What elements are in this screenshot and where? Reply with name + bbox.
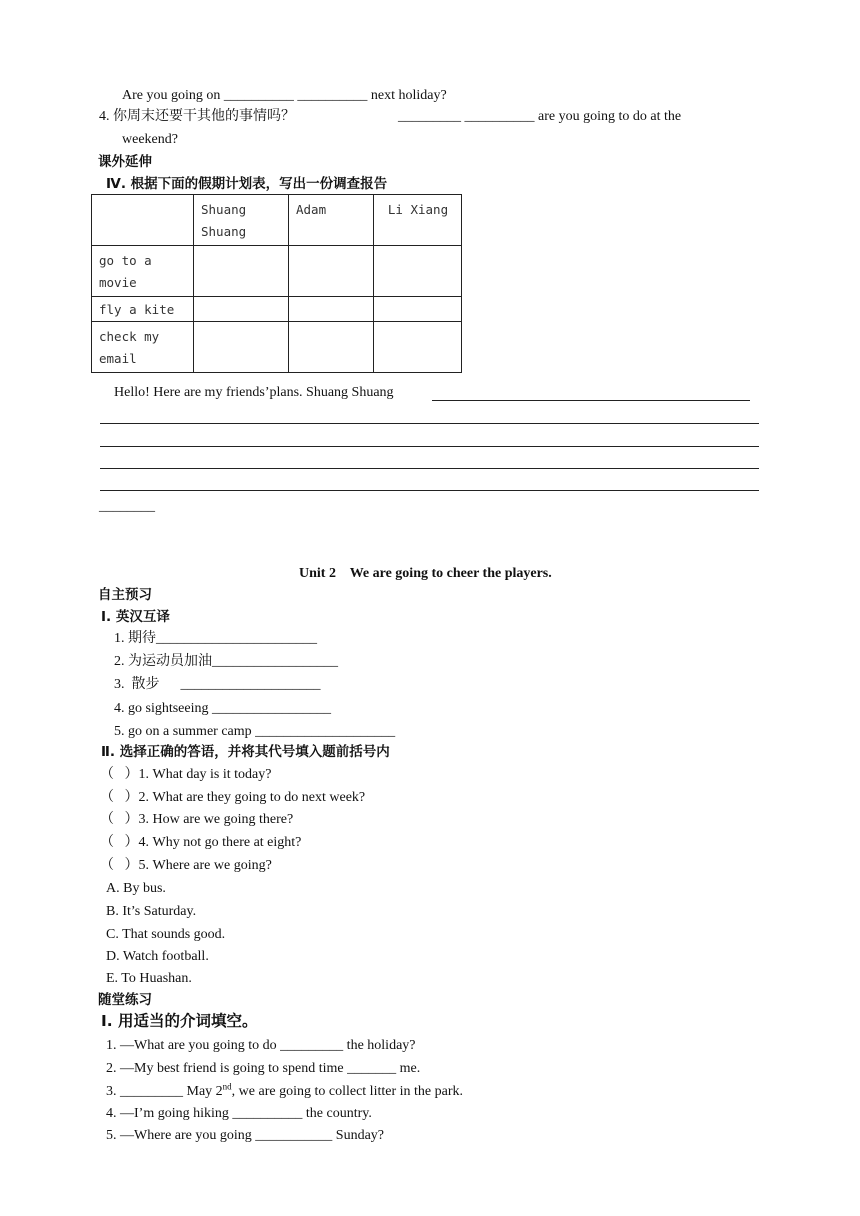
answer-line xyxy=(100,446,759,447)
report-start: Hello! Here are my friends’plans. Shuang Shuang xyxy=(114,385,394,400)
table-cell xyxy=(374,297,462,322)
question-4-label: 4. 你周末还要干其他的事情吗？ xyxy=(99,109,295,124)
answer-line xyxy=(432,400,750,401)
question-3-line: Are you going on __________ __________ next holiday? xyxy=(122,88,447,103)
section-2-title: Ⅱ. 选择正确的答语，并将其代号填入题前括号内 xyxy=(101,744,390,760)
translation-item: 5. go on a summer camp ____________________ xyxy=(114,724,396,739)
choice-question: （ ）5. Where are we going? xyxy=(100,858,272,873)
fill-item-3-rest: , we are going to collect litter in the park. xyxy=(231,1084,463,1099)
fill-item: 5. —Where are you going ___________ Sunday? xyxy=(106,1128,384,1143)
practice-heading: 随堂练习 xyxy=(98,992,152,1008)
practice-1-title: Ⅰ. 用适当的介词填空。 xyxy=(101,1012,258,1030)
table-header-lixiang: Li Xiang xyxy=(374,195,462,246)
table-cell xyxy=(289,322,374,373)
answer-option: D. Watch football. xyxy=(106,949,209,964)
report-tail: ________ xyxy=(99,499,155,514)
table-cell xyxy=(289,297,374,322)
fill-item: 2. —My best friend is going to spend time _______ me. xyxy=(106,1061,421,1076)
table-row-label: fly a kite xyxy=(92,297,194,322)
question-4-answer: _________ __________ are you going to do at the xyxy=(398,109,682,124)
translation-item: 2. 为运动员加油__________________ xyxy=(114,654,338,669)
table-cell xyxy=(194,322,289,373)
choice-question: （ ）2. What are they going to do next week? xyxy=(100,790,366,805)
section-4-title: Ⅳ. 根据下面的假期计划表，写出一份调查报告 xyxy=(106,176,388,192)
question-4-continuation: weekend? xyxy=(122,132,178,147)
answer-option: B. It’s Saturday. xyxy=(106,904,197,919)
fill-item: 1. —What are you going to do _________ the holiday? xyxy=(106,1038,416,1053)
translation-item: 3. 散步 ____________________ xyxy=(114,677,321,692)
answer-line xyxy=(100,423,759,424)
ordinal-suffix: nd xyxy=(222,1081,232,1092)
holiday-plan-table xyxy=(91,194,462,373)
preview-heading: 自主预习 xyxy=(98,587,152,603)
table-cell xyxy=(289,246,374,297)
unit-2-title: Unit 2 We are going to cheer the players. xyxy=(299,566,552,581)
table-header-shuang: Shuang Shuang xyxy=(194,195,289,246)
section-1-title: Ⅰ. 英汉互译 xyxy=(101,609,170,625)
translation-item: 1. 期待_______________________ xyxy=(114,631,317,646)
table-cell xyxy=(194,246,289,297)
table-cell xyxy=(374,246,462,297)
table-header-adam: Adam xyxy=(289,195,374,246)
answer-option: E. To Huashan. xyxy=(106,971,192,986)
fill-item: 4. —I’m going hiking __________ the country. xyxy=(106,1106,372,1121)
table-row-label: go to a movie xyxy=(92,246,194,297)
choice-question: （ ）3. How are we going there? xyxy=(100,812,294,827)
fill-item-3-start: 3. _________ May 2 xyxy=(106,1084,223,1099)
extension-heading: 课外延伸 xyxy=(98,154,152,170)
choice-question: （ ）1. What day is it today? xyxy=(100,767,272,782)
table-cell xyxy=(374,322,462,373)
table-cell xyxy=(194,297,289,322)
answer-option: C. That sounds good. xyxy=(106,927,226,942)
translation-item: 4. go sightseeing _________________ xyxy=(114,701,331,716)
answer-option: A. By bus. xyxy=(106,881,166,896)
table-row-label: check my email xyxy=(92,322,194,373)
choice-question: （ ）4. Why not go there at eight? xyxy=(100,835,302,850)
fill-item xyxy=(106,1083,463,1101)
answer-line xyxy=(100,468,759,469)
answer-line xyxy=(100,490,759,491)
table-header-empty xyxy=(92,195,194,246)
